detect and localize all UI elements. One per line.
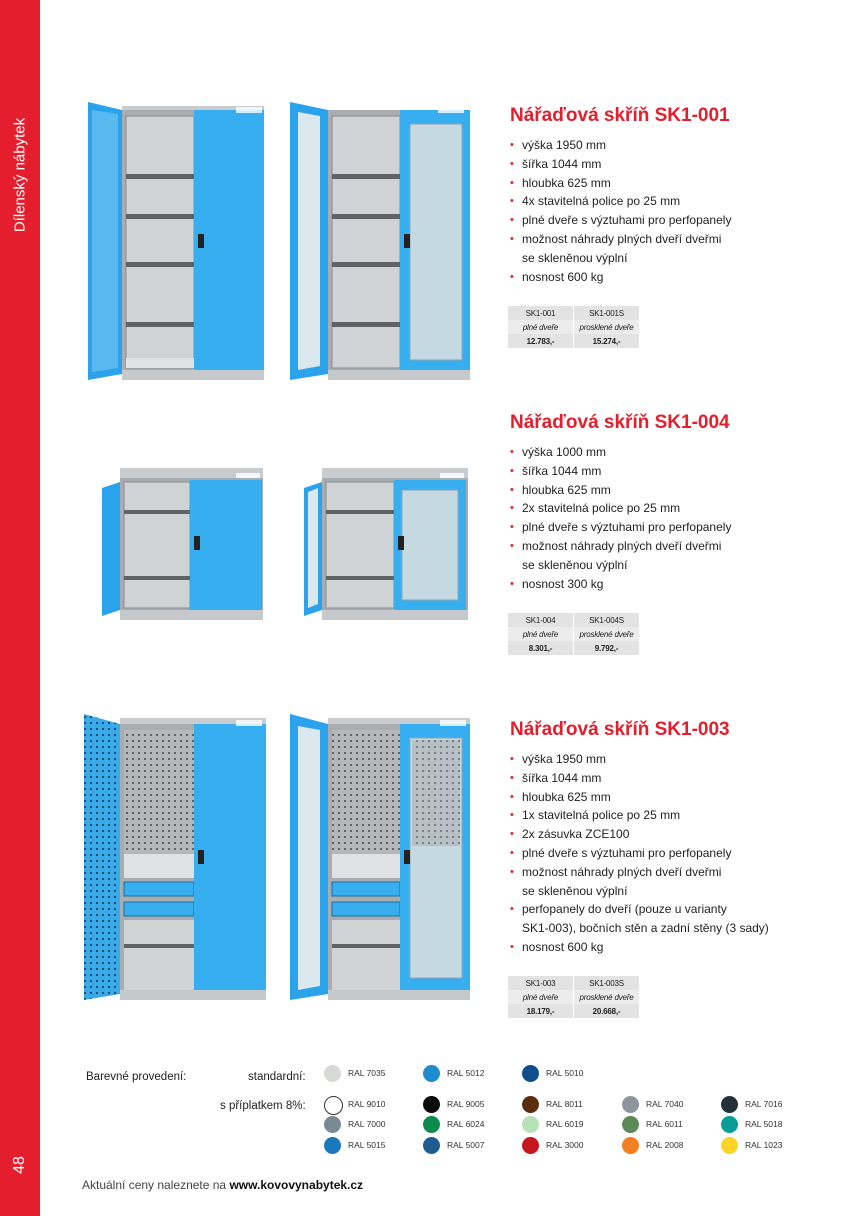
color-swatch [721,1094,811,1114]
color-swatch [324,1114,414,1134]
color-swatch [522,1063,612,1083]
spec-item: • hloubka 625 mm [510,174,731,193]
spec-item: • nosnost 600 kg [510,268,731,287]
spec-list [510,750,769,957]
spec-item: • hloubka 625 mm [510,481,731,500]
website-link[interactable]: www.kovovynabytek.cz [229,1178,364,1192]
spec-item: • výška 1000 mm [510,443,731,462]
variant-code: SK1-003 [508,976,574,990]
color-swatch [622,1094,712,1114]
color-name: RAL 5012 [447,1068,485,1078]
price: 20.668,- [574,1004,640,1018]
variant-code: SK1-004S [574,613,640,627]
color-dot [522,1065,539,1082]
cabinet-image-glass-door [288,102,473,382]
price: 12.783,- [508,334,574,348]
color-dot [622,1137,639,1154]
spec-item: • 4x stavitelná police po 25 mm [510,192,731,211]
color-name: RAL 7000 [348,1119,386,1129]
variant-code: SK1-003S [574,976,640,990]
spec-item: SK1-003), bočních stěn a zadní stěny (3 sady) [522,921,769,936]
page-number: 48 [11,1156,28,1174]
spec-item: • plné dveře s výztuhami pro perfopanely [510,844,769,863]
color-swatch [522,1094,612,1114]
cabinet-image-solid-door [100,464,265,624]
cabinet-image-glass-door [302,464,470,624]
color-name: RAL 9010 [348,1099,386,1109]
color-dot [721,1137,738,1154]
color-dot [721,1116,738,1133]
cabinet-image-solid-door [86,102,266,382]
door-type: prosklené dveře [574,320,640,334]
color-name: RAL 6011 [646,1119,683,1129]
spec-item: • 1x stavitelná police po 25 mm [510,806,769,825]
surcharge-label: s příplatkem 8%: [220,1100,306,1112]
color-dot [721,1096,738,1113]
spec-item: • plné dveře s výztuhami pro perfopanely [510,518,731,537]
cabinet-image-perforated-door [82,714,267,1002]
color-name: RAL 7016 [745,1099,783,1109]
color-swatch [522,1114,612,1134]
color-dot [324,1096,343,1115]
color-swatch [324,1063,414,1083]
color-dot [324,1137,341,1154]
price: 9.792,- [574,641,640,655]
color-swatch [423,1063,513,1083]
color-dot [324,1116,341,1133]
spec-item: • možnost náhrady plných dveří dveřmi [510,537,731,556]
variant-code: SK1-001S [574,306,640,320]
color-name: RAL 6024 [447,1119,485,1129]
spec-item: se skleněnou výplní [522,250,628,265]
color-dot [622,1116,639,1133]
color-dot [622,1096,639,1113]
product-title: Nářaďová skříň SK1-004 [510,412,730,433]
door-type: plné dveře [508,627,574,641]
price-table [508,976,640,1018]
color-swatch [522,1135,612,1155]
color-options [0,1060,860,1160]
color-name: RAL 7040 [646,1099,684,1109]
sidebar-title: Dílenský nábytek [11,117,29,233]
color-name: RAL 9005 [447,1099,485,1109]
product-title: Nářaďová skříň SK1-003 [510,719,730,740]
spec-list [510,443,731,593]
color-dot [423,1065,440,1082]
color-name: RAL 7035 [348,1068,386,1078]
spec-item: • výška 1950 mm [510,750,769,769]
variant-code: SK1-001 [508,306,574,320]
color-options-label: Barevné provedení: [86,1071,187,1083]
spec-item: • šířka 1044 mm [510,462,731,481]
color-swatch [622,1135,712,1155]
spec-item: • hloubka 625 mm [510,788,769,807]
price: 18.179,- [508,1004,574,1018]
spec-item: • šířka 1044 mm [510,155,731,174]
color-name: RAL 1023 [745,1140,783,1150]
color-name: RAL 8011 [546,1099,583,1109]
price-table [508,613,640,655]
spec-item: • možnost náhrady plných dveří dveřmi [510,863,769,882]
color-dot [522,1137,539,1154]
footer-text: Aktuální ceny naleznete na [82,1178,230,1192]
door-type: prosklené dveře [574,990,640,1004]
door-type: plné dveře [508,990,574,1004]
spec-item: • nosnost 300 kg [510,575,731,594]
spec-item: • perfopanely do dveří (pouze u varianty [510,900,769,919]
spec-item: • 2x zásuvka ZCE100 [510,825,769,844]
spec-item: • plné dveře s výztuhami pro perfopanely [510,211,731,230]
price-table [508,306,640,348]
color-name: RAL 2008 [646,1140,684,1150]
price: 8.301,- [508,641,574,655]
color-name: RAL 6019 [546,1119,584,1129]
door-type: prosklené dveře [574,627,640,641]
standard-label: standardní: [248,1071,306,1083]
color-dot [423,1137,440,1154]
price: 15.274,- [574,334,640,348]
color-name: RAL 5010 [546,1068,584,1078]
color-name: RAL 5007 [447,1140,485,1150]
product-title: Nářaďová skříň SK1-001 [510,105,730,126]
color-swatch [324,1135,414,1155]
spec-item: • výška 1950 mm [510,136,731,155]
color-swatch [324,1094,414,1114]
spec-list [510,136,731,286]
spec-item: se skleněnou výplní [522,883,628,898]
color-dot [423,1096,440,1113]
color-swatch [721,1114,811,1134]
sidebar [0,0,40,1216]
color-name: RAL 5015 [348,1140,386,1150]
spec-item: • nosnost 600 kg [510,938,769,957]
footer [82,1178,363,1192]
spec-item: se skleněnou výplní [522,557,628,572]
door-type: plné dveře [508,320,574,334]
variant-code: SK1-004 [508,613,574,627]
cabinet-image-glass-perforated [288,714,473,1002]
color-name: RAL 3000 [546,1140,584,1150]
color-swatch [423,1094,513,1114]
color-dot [423,1116,440,1133]
color-swatch [423,1114,513,1134]
spec-item: • 2x stavitelná police po 25 mm [510,499,731,518]
spec-item: • možnost náhrady plných dveří dveřmi [510,230,731,249]
color-swatch [721,1135,811,1155]
color-dot [522,1096,539,1113]
color-swatch [423,1135,513,1155]
color-dot [522,1116,539,1133]
color-swatch [622,1114,712,1134]
color-name: RAL 5018 [745,1119,783,1129]
spec-item: • šířka 1044 mm [510,769,769,788]
color-dot [324,1065,341,1082]
